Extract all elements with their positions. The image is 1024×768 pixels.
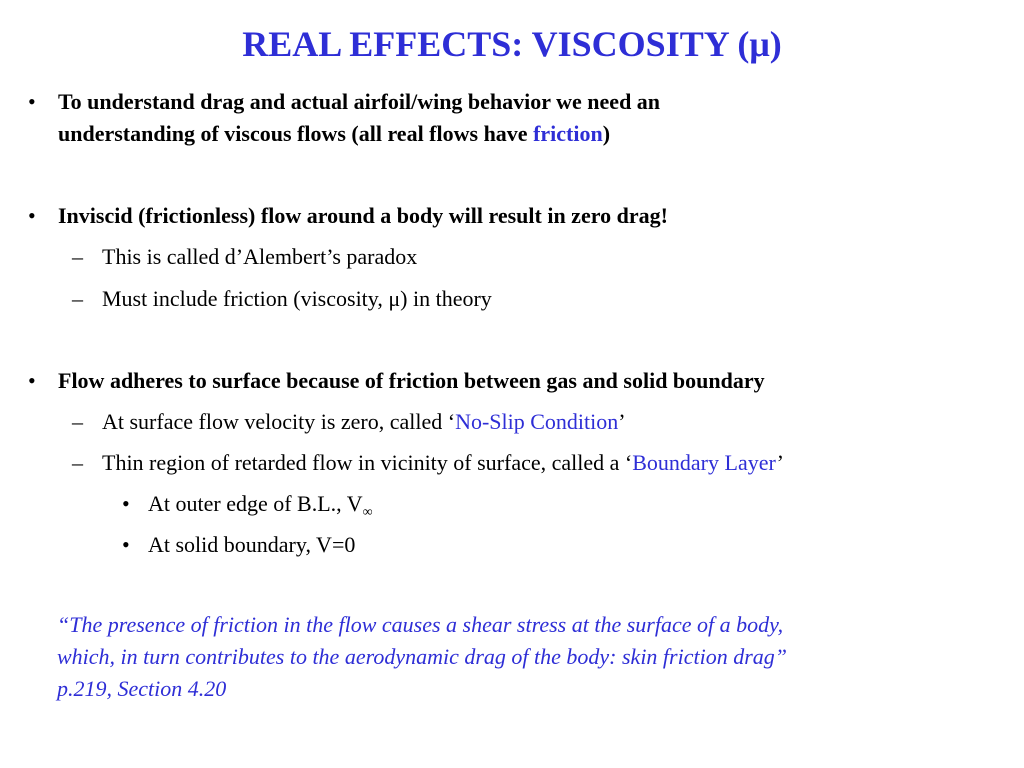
bullet-3-subsub-2-text: At solid boundary, V=0 — [148, 532, 356, 557]
bullet-2-sub-2 — [72, 283, 492, 315]
bullet-marker: • — [28, 203, 36, 228]
quote-citation: p.219, Section 4.20 — [57, 676, 227, 701]
bullet-3 — [28, 365, 765, 397]
bullet-2-text: Inviscid (frictionless) flow around a body will result in zero drag! — [58, 203, 668, 228]
bullet-3-sub-1-text — [102, 406, 626, 438]
dash-marker: – — [72, 244, 83, 269]
bullet-marker: • — [28, 368, 36, 393]
bullet-marker: • — [122, 491, 130, 516]
bullet-3-subsub-1-text — [148, 488, 373, 520]
bullet-3-sub-1 — [72, 406, 626, 438]
bullet-1-line2-pre: understanding of viscous flows (all real flows have — [58, 121, 534, 146]
bullet-1-text — [58, 86, 660, 150]
boundary-layer-pre: Thin region of retarded flow in vicinity of surface, called a ‘ — [102, 450, 633, 475]
bullet-marker: • — [28, 89, 36, 114]
bullet-2 — [28, 200, 668, 232]
bullet-2-sub-2-text: Must include friction (viscosity, μ) in theory — [102, 286, 492, 311]
bullet-marker: • — [122, 532, 130, 557]
bullet-3-sub-2-text — [102, 447, 784, 479]
bullet-1-line1: To understand drag and actual airfoil/wing behavior we need an — [58, 89, 661, 114]
bullet-3-sub-2 — [72, 447, 784, 479]
dash-marker: – — [72, 450, 83, 475]
slide-title: REAL EFFECTS: VISCOSITY (μ) — [242, 24, 782, 64]
quote-line-2: which, in turn contributes to the aerodynamic drag of the body: skin friction drag” — [57, 644, 788, 669]
no-slip-pre: At surface flow velocity is zero, called ‘ — [102, 409, 456, 434]
boundary-layer-highlight: Boundary Layer — [632, 450, 777, 475]
bullet-3-text: Flow adheres to surface because of friction between gas and solid boundary — [58, 368, 765, 393]
boundary-layer-post: ’ — [776, 450, 784, 475]
quote-block — [57, 609, 1007, 705]
bullet-2-sub-1-text: This is called d’Alembert’s paradox — [102, 244, 418, 269]
bullet-1 — [28, 86, 660, 150]
bullet-2-sub-1 — [72, 241, 417, 273]
dash-marker: – — [72, 286, 83, 311]
outer-edge-text: At outer edge of B.L., V — [148, 491, 363, 516]
bullet-3-subsub-1 — [122, 488, 373, 520]
bullet-3-subsub-2 — [122, 529, 355, 561]
no-slip-post: ’ — [618, 409, 626, 434]
infinity-subscript: ∞ — [362, 505, 373, 520]
friction-highlight: friction — [533, 121, 603, 146]
quote-line-1: “The presence of friction in the flow causes a shear stress at the surface of a body, — [57, 612, 784, 637]
bullet-1-line2-post: ) — [602, 121, 611, 146]
dash-marker: – — [72, 409, 83, 434]
no-slip-highlight: No-Slip Condition — [455, 409, 619, 434]
